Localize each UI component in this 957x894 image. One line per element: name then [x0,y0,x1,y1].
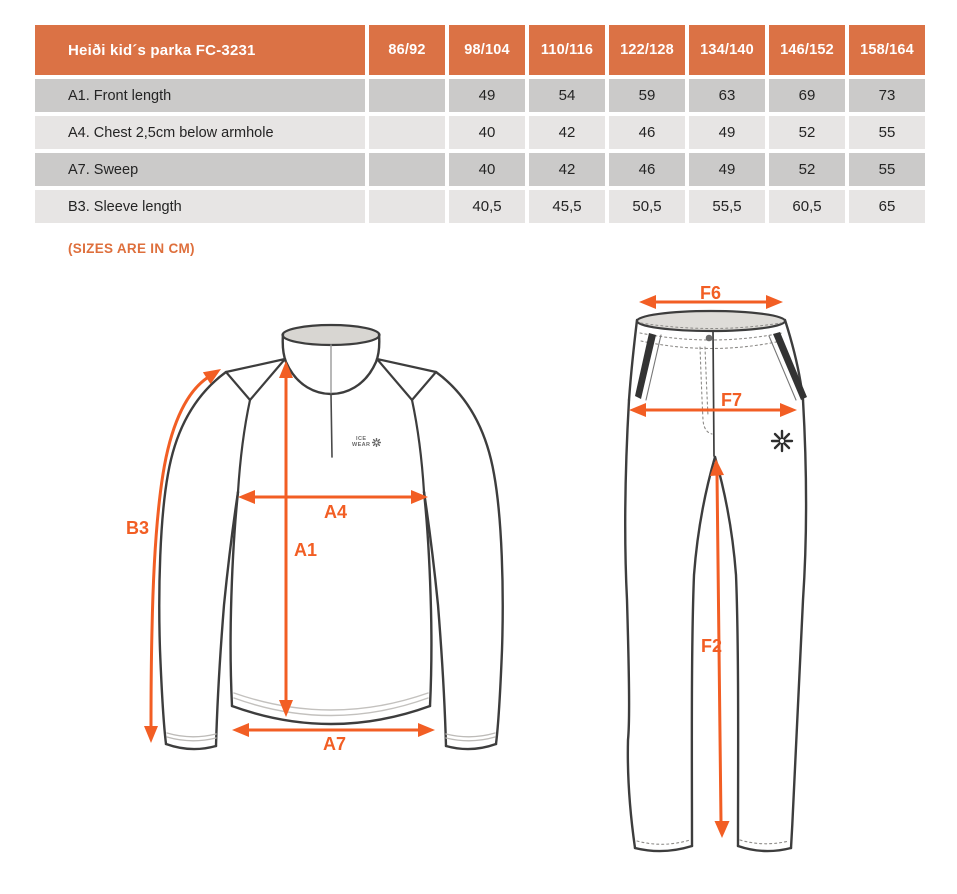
value-cell: 49 [689,116,765,149]
value-cell: 60,5 [769,190,845,223]
logo-text-line1: ICE [356,436,367,442]
size-column-header: 134/140 [689,25,765,75]
size-column-header: 146/152 [769,25,845,75]
value-cell: 49 [689,153,765,186]
right-pocket [773,332,807,400]
logo-text-line2: WEAR [352,442,371,448]
value-cell: 69 [769,79,845,112]
size-column-header: 158/164 [849,25,925,75]
value-cell: 59 [609,79,685,112]
value-cell: 40 [449,153,525,186]
value-cell: 63 [689,79,765,112]
value-cell [369,116,445,149]
value-cell: 54 [529,79,605,112]
value-cell: 55 [849,116,925,149]
value-cell [369,190,445,223]
measure-arrows [151,377,420,730]
value-cell [369,153,445,186]
collar-opening [283,325,380,345]
size-column-header: 122/128 [609,25,685,75]
value-cell: 50,5 [609,190,685,223]
size-table [35,25,925,223]
value-cell: 42 [529,116,605,149]
value-cell: 52 [769,153,845,186]
measurement-label-a7: A7 [323,734,347,754]
value-cell: 40 [449,116,525,149]
measurement-label-f2: F2 [701,636,723,656]
table-title: Heiði kid´s parka FC-3231 [35,25,365,75]
measurement-label-a4: A4 [324,502,348,522]
value-cell: 45,5 [529,190,605,223]
value-cell: 52 [769,116,845,149]
value-cell: 46 [609,153,685,186]
snowflake-icon [372,438,381,447]
row-label: B3. Sleeve length [35,190,365,223]
value-cell: 46 [609,116,685,149]
measurement-label-f6: F6 [700,283,722,303]
pants-diagram [610,278,860,868]
value-cell: 73 [849,79,925,112]
row-label: A4. Chest 2,5cm below armhole [35,116,365,149]
size-column-header: 110/116 [529,25,605,75]
value-cell: 49 [449,79,525,112]
measurement-label-f7: F7 [721,390,743,410]
left-pocket [635,333,656,399]
value-cell: 65 [849,190,925,223]
row-label: A7. Sweep [35,153,365,186]
row-label: A1. Front length [35,79,365,112]
measurement-label-b3: B3 [126,518,150,538]
value-cell: 40,5 [449,190,525,223]
size-column-header: 86/92 [369,25,445,75]
value-cell: 55,5 [689,190,765,223]
value-cell: 42 [529,153,605,186]
icewear-logo [352,436,381,448]
measurement-label-a1: A1 [294,540,318,560]
waist-button [706,335,713,342]
size-column-header: 98/104 [449,25,525,75]
value-cell: 55 [849,153,925,186]
value-cell [369,79,445,112]
sizes-note: (SIZES ARE IN CM) [68,241,195,256]
